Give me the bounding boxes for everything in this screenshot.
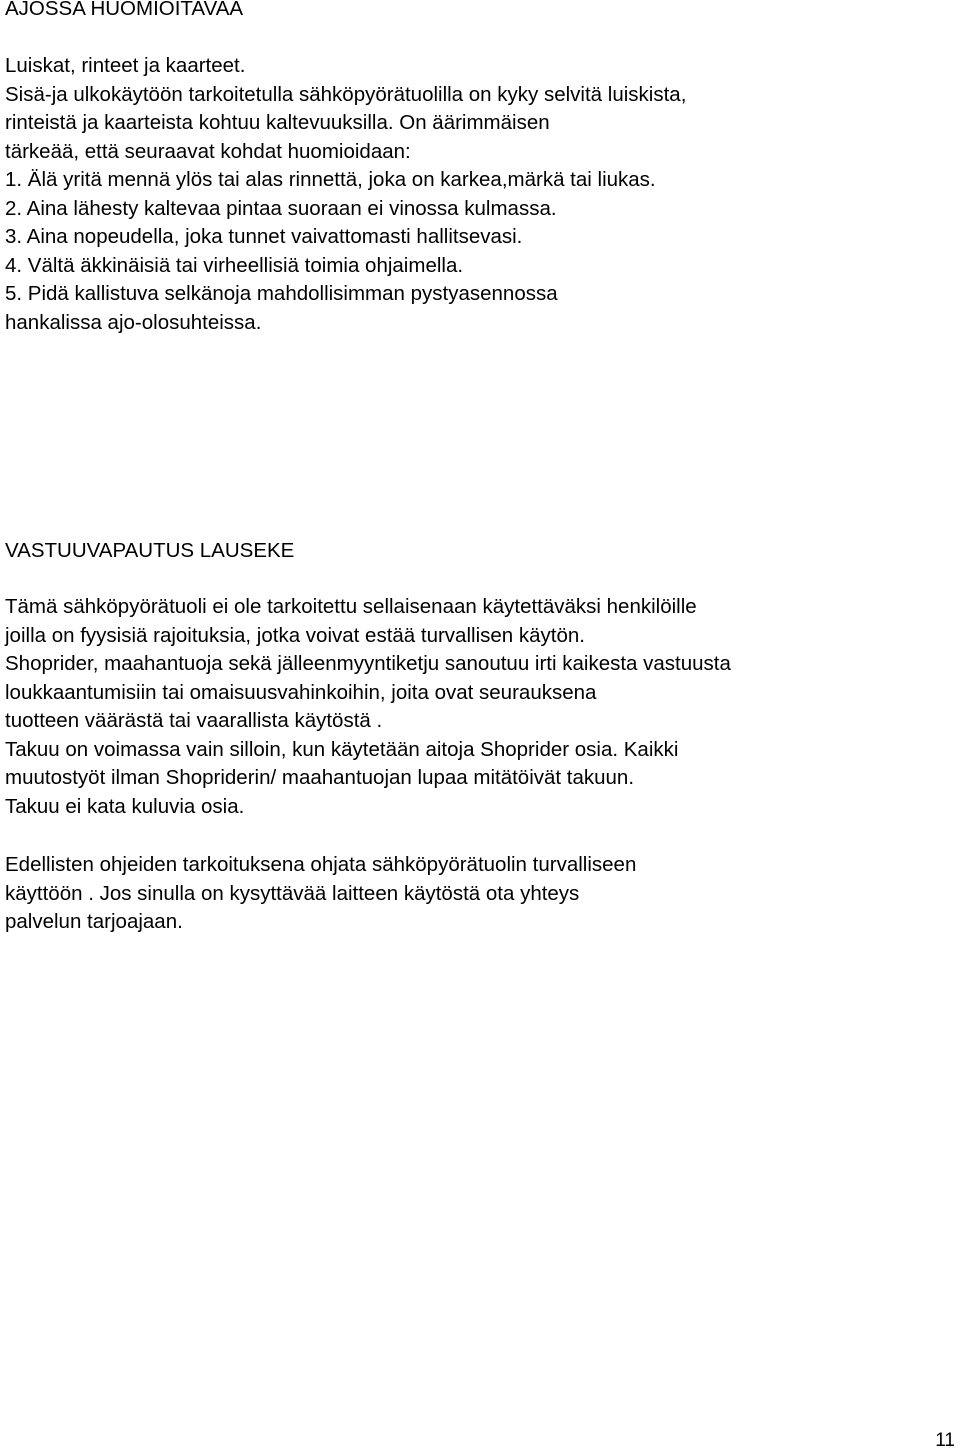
text-line: rinteistä ja kaarteista kohtuu kaltevuuksilla. On äärimmäisen [5,111,550,134]
text-line: Shoprider, maahantuoja sekä jälleenmyyntiketju sanoutuu irti kaikesta vastuusta [5,652,731,675]
text-line: tuotteen väärästä tai vaarallista käytöstä . [5,709,383,732]
text-line: Edellisten ohjeiden tarkoituksena ohjata sähköpyörätuolin turvalliseen [5,853,637,876]
text-line: käyttöön . Jos sinulla on kysyttävää laitteen käytöstä ota yhteys [5,881,580,905]
section-heading-disclaimer [5,537,945,566]
list-item-4: 4. Vältä äkkinäisiä tai virheellisiä toimia ohjaimella. [5,253,464,277]
heading-text: VASTUUVAPAUTUS LAUSEKE [5,539,295,562]
list-item-2: 2. Aina lähesty kaltevaa pintaa suoraan ei vinossa kulmassa. [5,196,557,220]
heading-text: AJOSSA HUOMIOITAVAA [5,0,244,20]
text-line: muutostyöt ilman Shopriderin/ maahantuojan lupaa mitätöivät takuun. [5,766,635,789]
text-line: Tämä sähköpyörätuoli ei ole tarkoitettu sellaisenaan käytettäväksi henkilöille [5,595,697,618]
text-line: loukkaantumisiin tai omaisuusvahinkoihin, joita ovat seurauksena [5,680,597,704]
text-line: joilla on fyysisiä rajoituksia, jotka voivat estää turvallisen käytön. [5,623,585,647]
list-item-1: 1. Älä yritä mennä ylös tai alas rinnettä, joka on karkea,märkä tai liukas. [5,168,656,191]
text-line: tärkeää, että seuraavat kohdat huomioidaan: [5,139,411,163]
text-line: Takuu on voimassa vain silloin, kun käytetään aitoja Shoprider osia. Kaikki [5,737,679,761]
disclaimer-text [5,593,945,821]
text-line: Luiskat, rinteet ja kaarteet. [5,54,246,77]
text-line: palvelun tarjoajaan. [5,910,183,933]
text-line: Takuu ei kata kuluvia osia. [5,794,245,818]
text-line: Sisä-ja ulkokäytöön tarkoitetulla sähköpyörätuolilla on kyky selvitä luiskista, [5,82,687,106]
section-heading-driving [5,0,945,24]
list-item-5: 5. Pidä kallistuva selkänoja mahdollisimman pystyasennossa [5,282,558,305]
list-item-5-continued: hankalissa ajo-olosuhteissa. [5,310,262,334]
list-item-3: 3. Aina nopeudella, joka tunnet vaivattomasti hallitsevasi. [5,225,523,248]
page-number: 11 [935,1430,955,1451]
driving-instructions [5,52,945,337]
closing-paragraph [5,851,945,937]
